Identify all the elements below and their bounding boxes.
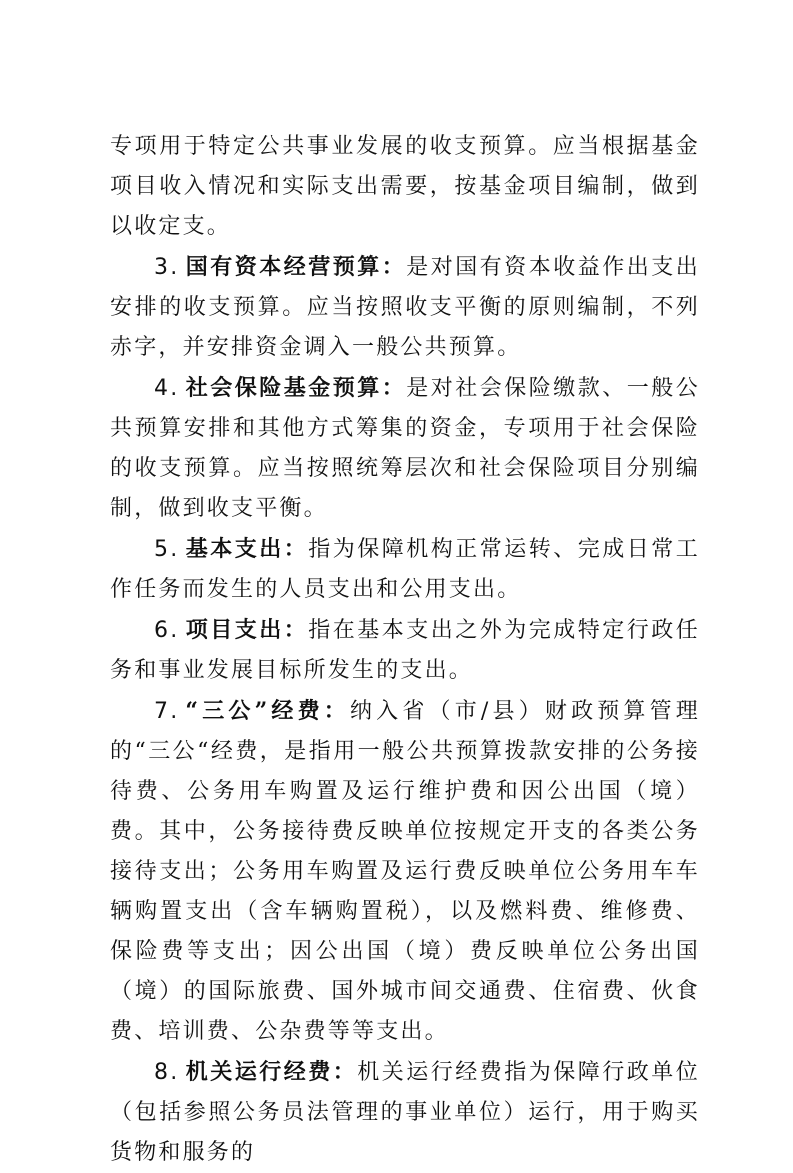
paragraph-4 [110, 368, 700, 529]
item-number: 7. [154, 699, 180, 724]
paragraph-continuation [110, 127, 700, 247]
item-number: 5. [154, 537, 180, 562]
item-number: 8. [154, 1060, 180, 1085]
item-term: “三公”经费： [185, 698, 350, 724]
document-body [110, 127, 700, 1173]
paragraph-text: 机关运行经费指为保障行政单位（包括参照公务员法管理的事业单位）运行，用于购买货物和服务的 [110, 1060, 700, 1165]
paragraph-5 [110, 529, 700, 610]
paragraph-text: 指为保障机构正常运转、完成日常工作任务而发生的人员支出和公用支出。 [110, 537, 700, 602]
paragraph-text: 是对社会保险缴款、一般公共预算安排和其他方式筹集的资金，专项用于社会保险的收支预算。应当按照统筹层次和社会保险项目分别编制，做到收支平衡。 [110, 376, 700, 521]
item-term: 项目支出： [185, 617, 309, 643]
paragraph-7 [110, 691, 700, 1052]
paragraph-6 [110, 610, 700, 691]
item-term: 国有资本经营预算： [185, 254, 407, 280]
item-number: 3. [154, 255, 180, 280]
paragraph-text: 是对国有资本收益作出支出安排的收支预算。应当按照收支平衡的原则编制，不列赤字，并安排资金调入一般公共预算。 [110, 255, 700, 360]
paragraph-8 [110, 1052, 700, 1173]
item-number: 4. [154, 376, 180, 401]
item-term: 机关运行经费： [185, 1059, 358, 1085]
paragraph-text: 指在基本支出之外为完成特定行政任务和事业发展目标所发生的支出。 [110, 618, 700, 683]
paragraph-text: 专项用于特定公共事业发展的收支预算。应当根据基金项目收入情况和实际支出需要，按基金项目编制，做到以收定支。 [110, 134, 700, 239]
paragraph-text: 纳入省（市/县）财政预算管理的“三公“经费，是指用一般公共预算拨款安排的公务接待费、公务用车购置及运行维护费和因公出国（境）费。其中，公务接待费反映单位按规定开支的各类公务接待支出；公务用车购置及运行费反映单位公务用车车辆购置支出（含车辆购置税），以及燃料费、维修费、保险费等支出；因公出国（境）费反映单位公务出国（境）的国际旅费、国外城市间交通费、住宿费、伙食费、培训费、公杂费等等支出。 [110, 699, 700, 1044]
item-term: 基本支出： [185, 536, 309, 562]
paragraph-3 [110, 247, 700, 368]
item-term: 社会保险基金预算： [185, 375, 407, 401]
item-number: 6. [154, 618, 180, 643]
